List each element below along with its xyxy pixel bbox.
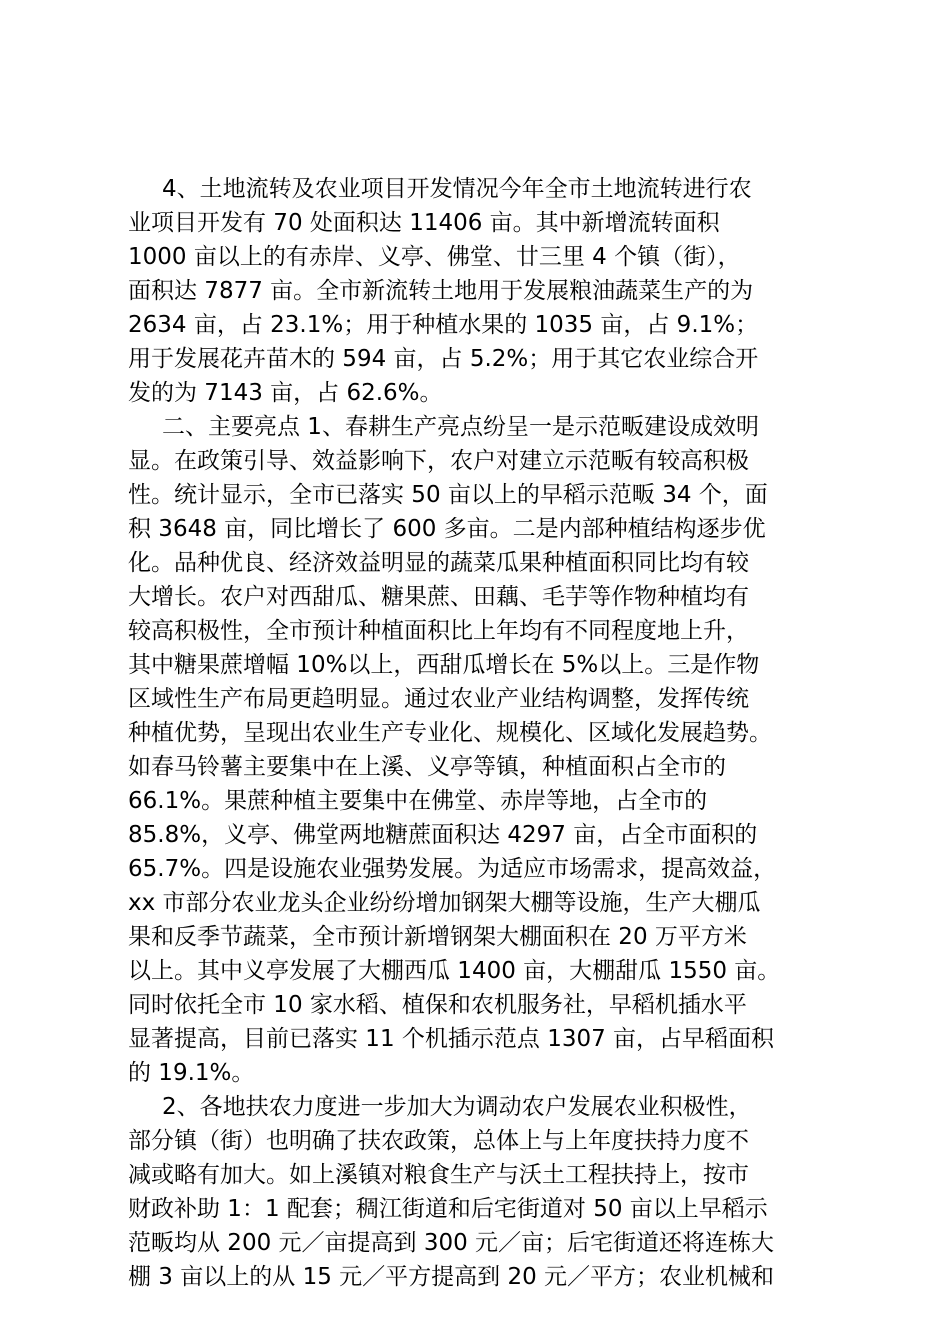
paragraph-agricultural-support [128, 1090, 844, 1294]
text-line: 显著提高，目前已落实 11 个机插示范点 1307 亩，占早稻面积 [128, 1026, 775, 1052]
text-line: 范畈均从 200 元／亩提高到 300 元／亩；后宅街道还将连栋大 [128, 1230, 775, 1256]
text-line: 发的为 7143 亩，占 62.6%。 [128, 380, 443, 406]
text-line: 面积达 7877 亩。全市新流转土地用于发展粮油蔬菜生产的为 [128, 278, 754, 304]
paragraph-main-highlights [128, 410, 844, 1090]
text-line: 棚 3 亩以上的从 15 元／平方提高到 20 元／平方；农业机械和 [128, 1264, 775, 1290]
text-line: 部分镇（街）也明确了扶农政策，总体上与上年度扶持力度不 [128, 1128, 749, 1154]
text-line: 区域性生产布局更趋明显。通过农业产业结构调整，发挥传统 [128, 686, 749, 712]
text-line: 较高积极性，全市预计种植面积比上年均有不同程度地上升， [128, 618, 749, 644]
text-line: 二、主要亮点 1、春耕生产亮点纷呈一是示范畈建设成效明 [162, 414, 759, 440]
text-line: 66.1%。果蔗种植主要集中在佛堂、赤岸等地，占全市的 [128, 788, 708, 814]
text-line: 85.8%，义亭、佛堂两地糖蔗面积达 4297 亩，占全市面积的 [128, 822, 758, 848]
text-line: 以上。其中义亭发展了大棚西瓜 1400 亩，大棚甜瓜 1550 亩。 [128, 958, 781, 984]
text-line: 2634 亩，占 23.1%；用于种植水果的 1035 亩，占 9.1%； [128, 312, 759, 338]
text-line: 1000 亩以上的有赤岸、义亭、佛堂、廿三里 4 个镇（街）， [128, 244, 741, 270]
text-line: 业项目开发有 70 处面积达 11406 亩。其中新增流转面积 [128, 210, 720, 236]
text-line: 积 3648 亩，同比增长了 600 多亩。二是内部种植结构逐步优 [128, 516, 766, 542]
paragraph-land-transfer [128, 172, 844, 410]
text-line: 性。统计显示，全市已落实 50 亩以上的早稻示范畈 34 个，面 [128, 482, 768, 508]
text-line: 种植优势，呈现出农业生产专业化、规模化、区域化发展趋势。 [128, 720, 772, 746]
text-line: 其中糖果蔗增幅 10%以上，西甜瓜增长在 5%以上。三是作物 [128, 652, 760, 678]
text-line: xx 市部分农业龙头企业纷纷增加钢架大棚等设施，生产大棚瓜 [128, 890, 761, 916]
text-line: 显。在政策引导、效益影响下，农户对建立示范畈有较高积极 [128, 448, 749, 474]
text-line: 同时依托全市 10 家水稻、植保和农机服务社，早稻机插水平 [128, 992, 747, 1018]
text-line: 65.7%。四是设施农业强势发展。为适应市场需求，提高效益， [128, 856, 777, 882]
text-line: 2、各地扶农力度进一步加大为调动农户发展农业积极性， [162, 1094, 752, 1120]
text-line: 4、土地流转及农业项目开发情况今年全市土地流转进行农 [162, 176, 752, 202]
text-line: 如春马铃薯主要集中在上溪、义亭等镇，种植面积占全市的 [128, 754, 726, 780]
text-line: 用于发展花卉苗木的 594 亩，占 5.2%；用于其它农业综合开 [128, 346, 759, 372]
text-line: 的 19.1%。 [128, 1060, 255, 1086]
text-line: 减或略有加大。如上溪镇对粮食生产与沃土工程扶持上，按市 [128, 1162, 749, 1188]
text-line: 果和反季节蔬菜，全市预计新增钢架大棚面积在 20 万平方米 [128, 924, 747, 950]
text-line: 大增长。农户对西甜瓜、糖果蔗、田藕、毛芋等作物种植均有 [128, 584, 749, 610]
text-line: 财政补助 1：1 配套；稠江街道和后宅街道对 50 亩以上早稻示 [128, 1196, 768, 1222]
document-body [128, 172, 844, 1294]
text-line: 化。品种优良、经济效益明显的蔬菜瓜果种植面积同比均有较 [128, 550, 749, 576]
